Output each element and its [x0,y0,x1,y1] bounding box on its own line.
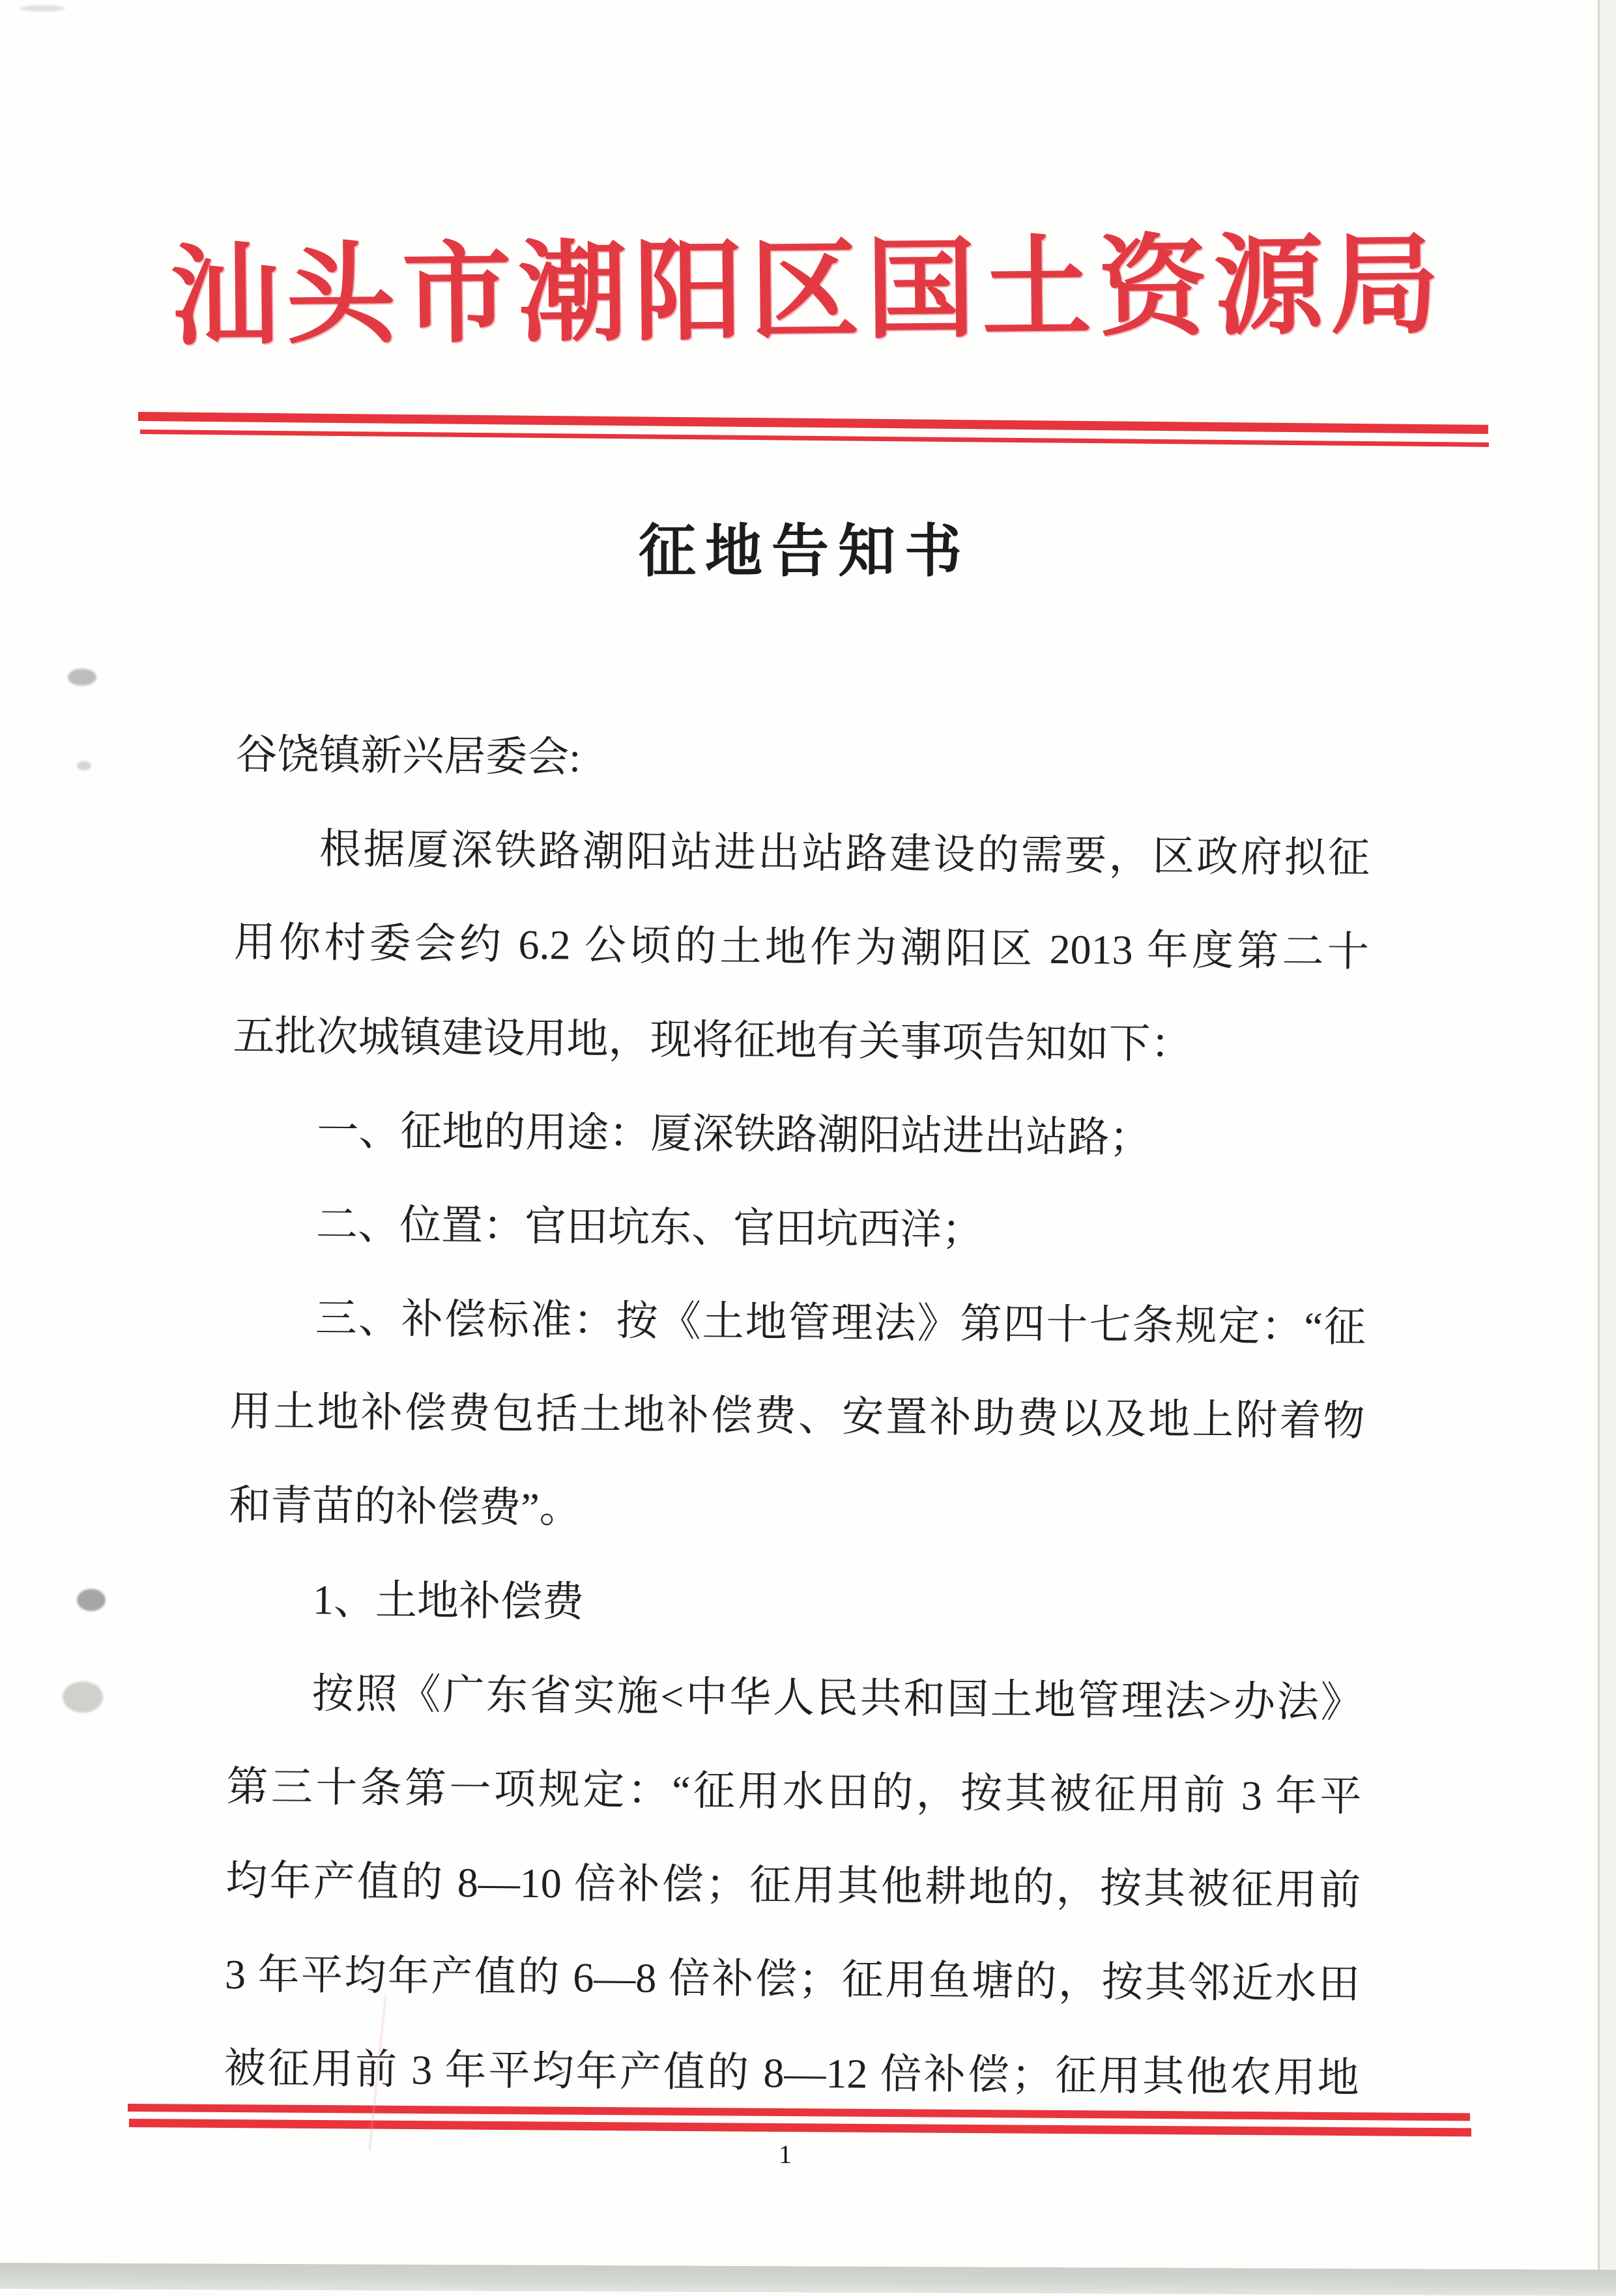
body-line: 均年产值的 8—10 倍补偿；征用其他耕地的，按其被征用前 [225,1857,1361,1914]
body-line: 1、土地补偿费 [312,1577,584,1625]
paper-edge-right-line [1598,0,1600,2286]
body-line: 按照《广东省实施<中华人民共和国土地管理法>办法》 [311,1670,1363,1726]
page-number: 1 [779,2140,792,2169]
letterhead-rule-thick [138,412,1488,434]
body-line: 3 年平均年产值的 6—8 倍补偿；征用鱼塘的，按其邻近水田 [224,1951,1361,2008]
body-line: 五批次城镇建设用地，现将征地有关事项告知如下： [233,1012,1192,1068]
scan-artifact [20,5,65,12]
body-line: 根据厦深铁路潮阳站进出站路建设的需要，区政府拟征 [319,826,1370,882]
paper-edge-right-area [1600,0,1616,2286]
document-body [224,708,1371,2125]
body-line: 用你村委会约 6.2 公顷的土地作为潮阳区 2013 年度第二十 [233,918,1370,976]
body-line: 被征用前 3 年平均年产值的 8—12 倍补偿；征用其他农用地 [224,2044,1360,2102]
scan-artifact [63,1681,103,1713]
body-line: 三、补偿标准：按《土地管理法》第四十七条规定：“征 [315,1295,1366,1351]
paper-edge-bottom-shadow [0,2263,1616,2296]
scan-artifact [68,669,96,686]
body-line: 二、位置：官田坑东、官田坑西洋； [315,1201,984,1254]
body-line: 用土地补偿费包括土地补偿费、安置补助费以及地上附着物 [229,1388,1365,1445]
body-line: 谷饶镇新兴居委会: [235,731,581,781]
body-line: 和青苗的补偿费”。 [229,1481,582,1532]
body-line: 一、征地的用途：厦深铁路潮阳站进出站路； [317,1107,1151,1161]
letterhead-rule-thin [140,429,1489,447]
body-line: 第三十条第一项规定：“征用水田的，按其被征用前 3 年平 [226,1763,1362,1820]
document-title: 征地告知书 [638,519,971,583]
scan-artifact [77,761,91,770]
letterhead-title: 汕头市潮阳区国土资源局 [169,225,1447,359]
scan-artifact [77,1589,106,1611]
